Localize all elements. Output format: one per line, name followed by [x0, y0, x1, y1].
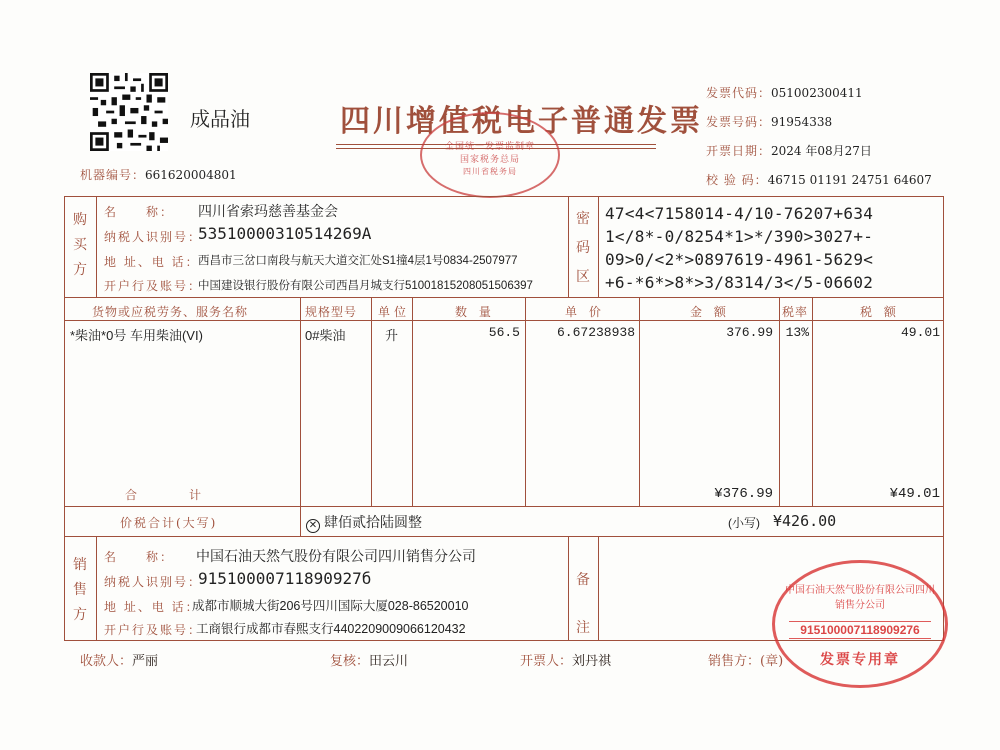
item-tax: 49.01	[900, 325, 940, 340]
buyer-tax-id: 53510000310514269A	[198, 224, 372, 243]
number-label: 发票号码：	[706, 115, 772, 129]
item-qty: 56.5	[488, 325, 520, 340]
divider	[598, 536, 599, 641]
buyer-address: 西昌市三岔口南段与航天大道交汇处S1撞4层1号0834-2507977	[198, 255, 518, 267]
divider	[300, 506, 301, 536]
seller-bank: 工商银行成都市春熙支行4402209009066120432	[196, 622, 466, 636]
seal-text: 发票专用章	[820, 652, 900, 668]
machine-number-label: 机器编号：	[80, 168, 146, 182]
code-label: 发票代码：	[706, 86, 772, 100]
seal-company: 中国石油天然气股份有限公司四川销售分公司	[785, 585, 935, 611]
item-amount: 376.99	[726, 325, 773, 340]
grand-total-words-text: 肆佰贰拾陆圆整	[324, 514, 422, 530]
item-spec: 0#柴油	[305, 328, 346, 343]
divider	[598, 196, 599, 297]
header-tax: 税 额	[860, 305, 900, 319]
qr-code	[90, 73, 168, 151]
check-code-label: 校 验 码：	[706, 173, 768, 187]
seller-seal-label: 销售方：(章)	[708, 654, 784, 669]
item-rate: 13%	[785, 325, 809, 340]
header-qty: 数 量	[455, 305, 495, 319]
divider	[96, 536, 97, 641]
side-char: 销	[73, 557, 87, 573]
item-name: *柴油*0号 车用柴油(VI)	[70, 328, 203, 343]
cipher-line: 09>0/<2*>0897619-4961-5629<	[605, 250, 874, 269]
grand-total-small-label: (小写)	[728, 516, 760, 530]
invoice-meta	[706, 78, 932, 194]
reviewer	[330, 650, 408, 669]
stamp-line: 全国统一发票监制章	[444, 142, 535, 152]
code-value: 051002300411	[771, 86, 863, 100]
remarks-side-label	[574, 556, 592, 652]
divider	[64, 506, 944, 507]
seller-bank-label: 开户行及账号：	[104, 623, 203, 637]
grand-total-label: 价税合计(大写)	[120, 516, 218, 530]
invoice-seal-stamp	[772, 560, 948, 688]
side-char: 注	[576, 620, 590, 636]
total-amount: ¥376.99	[714, 486, 773, 502]
number-value: 91954338	[771, 115, 833, 129]
payee-label: 收款人：	[80, 654, 133, 669]
grand-total-figure: ¥426.00	[773, 512, 837, 530]
buyer-bank-label: 开户行及账号：	[104, 279, 203, 293]
divider	[568, 196, 569, 297]
side-char: 密	[576, 211, 590, 227]
machine-number	[80, 164, 237, 183]
machine-number-value: 661620004801	[145, 168, 237, 182]
grand-total-words	[306, 512, 422, 533]
side-char: 区	[576, 269, 590, 285]
seller-tax-id: 91510000711890927б	[198, 569, 372, 588]
reviewer-label: 复核：	[330, 654, 370, 669]
side-char: 方	[73, 607, 87, 623]
seller-side-label	[71, 553, 89, 628]
drawer-label: 开票人：	[520, 654, 573, 669]
seller-address-label: 地 址、电 话：	[104, 600, 200, 614]
item-price: 6.67238938	[556, 325, 635, 340]
product-type: 成品油	[190, 107, 250, 131]
divider	[568, 536, 569, 641]
total-label: 合 计	[125, 488, 206, 502]
cipher-line: 47<4<7158014-4/10-76207+634	[605, 204, 874, 223]
header-unit: 单位	[378, 305, 411, 319]
reviewer-value: 田云川	[369, 654, 409, 669]
side-char: 购	[73, 212, 87, 228]
buyer-bank: 中国建设银行股份有限公司西昌月城支行51001815208051506397	[198, 280, 533, 292]
header-rate: 税率	[782, 305, 809, 319]
stamp-line: 国家税务总局	[459, 155, 520, 165]
stamp-line: 四川省税务局	[463, 167, 517, 176]
side-char: 买	[73, 237, 87, 253]
payee-value: 严丽	[132, 654, 159, 669]
date-value: 2024 年08月27日	[771, 144, 872, 158]
side-char: 方	[73, 262, 87, 278]
header-name: 货物或应税劳务、服务名称	[92, 305, 249, 319]
divider	[371, 297, 372, 506]
divider	[96, 196, 97, 297]
check-code-value: 46715 01191 24751 64607	[767, 173, 932, 187]
date-label: 开票日期：	[706, 144, 772, 158]
total-tax: ¥49.01	[889, 486, 940, 502]
close-circle-icon: ✕	[306, 519, 320, 533]
buyer-name-label: 名 称：	[104, 205, 175, 219]
header-amount: 金 额	[690, 305, 730, 319]
seal-code: 915100007118909276	[789, 621, 931, 639]
seller-name: 中国石油天然气股份有限公司四川销售分公司	[196, 548, 476, 564]
buyer-side-label	[71, 208, 89, 283]
invoice-title: 四川增值税电子普通发票	[340, 104, 703, 139]
drawer	[520, 650, 611, 669]
buyer-name: 四川省索玛慈善基金会	[198, 203, 338, 219]
cipher-side-label	[574, 205, 592, 292]
header-price: 单 价	[565, 305, 605, 319]
seller-name-label: 名 称：	[104, 550, 175, 564]
tax-bureau-stamp	[420, 112, 560, 198]
divider	[64, 536, 944, 537]
side-char: 码	[576, 240, 590, 256]
cipher-line: 1</8*-0/8254*1>*/390>3027+-	[605, 227, 874, 246]
side-char: 备	[576, 572, 590, 588]
cipher-area	[605, 202, 873, 294]
divider	[300, 297, 301, 506]
seller-address: 成都市顺城大街206号四川国际大厦028-86520010	[192, 599, 469, 613]
cipher-line: +6-*6*>8*>3/8314/3</5-06602	[605, 273, 874, 292]
drawer-value: 刘丹祺	[572, 654, 612, 669]
side-char: 售	[73, 582, 87, 598]
payee	[80, 650, 158, 669]
seller-tax-label: 纳税人识别号：	[104, 575, 203, 589]
header-spec: 规格型号	[305, 305, 358, 319]
item-unit: 升	[385, 328, 399, 343]
buyer-tax-label: 纳税人识别号：	[104, 230, 203, 244]
buyer-address-label: 地 址、电 话：	[104, 255, 200, 269]
